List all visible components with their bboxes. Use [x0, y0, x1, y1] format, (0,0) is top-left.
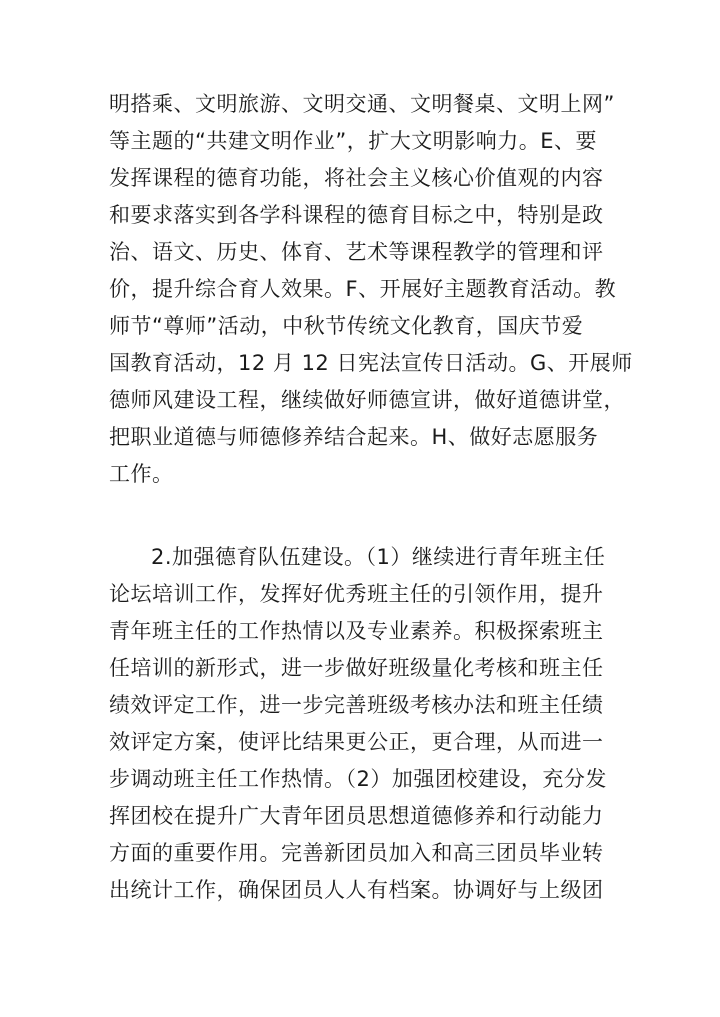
paragraph-2-line: 方面的重要作用。完善新团员加入和高三团员毕业转 [109, 841, 604, 865]
paragraph-1-line: 等主题的“共建文明作业”，扩大文明影响力。E、要 [109, 129, 598, 153]
paragraph-2 [109, 539, 609, 909]
paragraph-2-line: 步调动班主任工作热情。（2）加强团校建设，充分发 [109, 767, 607, 791]
paragraph-2-line: 绩效评定工作，进一步完善班级考核办法和班主任绩 [109, 693, 604, 717]
paragraph-1-line: 治、语文、历史、体育、艺术等课程教学的管理和评 [109, 240, 604, 264]
paragraph-1 [109, 86, 633, 493]
paragraph-2-line: 2.加强德育队伍建设。（1）继续进行青年班主任 [151, 545, 606, 569]
paragraph-1-line: 把职业道德与师德修养结合起来。H、做好志愿服务 [109, 425, 599, 449]
paragraph-1-line: 发挥课程的德育功能，将社会主义核心价值观的内容 [109, 166, 604, 190]
paragraph-1-line: 和要求落实到各学科课程的德育目标之中，特别是政 [109, 203, 604, 227]
paragraph-2-line: 任培训的新形式，进一步做好班级量化考核和班主任 [109, 656, 604, 680]
paragraph-2-line: 出统计工作，确保团员人人有档案。协调好与上级团 [109, 878, 604, 902]
paragraph-1-line: 德师风建设工程，继续做好师德宣讲，做好道德讲堂， [109, 388, 625, 412]
paragraph-1-line: 价，提升综合育人效果。F、开展好主题教育活动。教 [109, 277, 617, 301]
paragraph-1-line: 明搭乘、文明旅游、文明交通、文明餐桌、文明上网” [109, 92, 615, 116]
paragraph-1-line: 师节“尊师”活动，中秋节传统文化教育，国庆节爱 [109, 314, 584, 338]
paragraph-2-line: 论坛培训工作，发挥好优秀班主任的引领作用，提升 [109, 582, 604, 606]
paragraph-2-line: 挥团校在提升广大青年团员思想道德修养和行动能力 [109, 804, 604, 828]
paragraph-2-line: 效评定方案，使评比结果更公正，更合理，从而进一 [109, 730, 604, 754]
paragraph-2-line: 青年班主任的工作热情以及专业素养。积极探索班主 [109, 619, 604, 643]
paragraph-1-line: 工作。 [109, 462, 174, 486]
paragraph-1-line: 国教育活动，12 月 12 日宪法宣传日活动。G、开展师 [109, 351, 633, 375]
